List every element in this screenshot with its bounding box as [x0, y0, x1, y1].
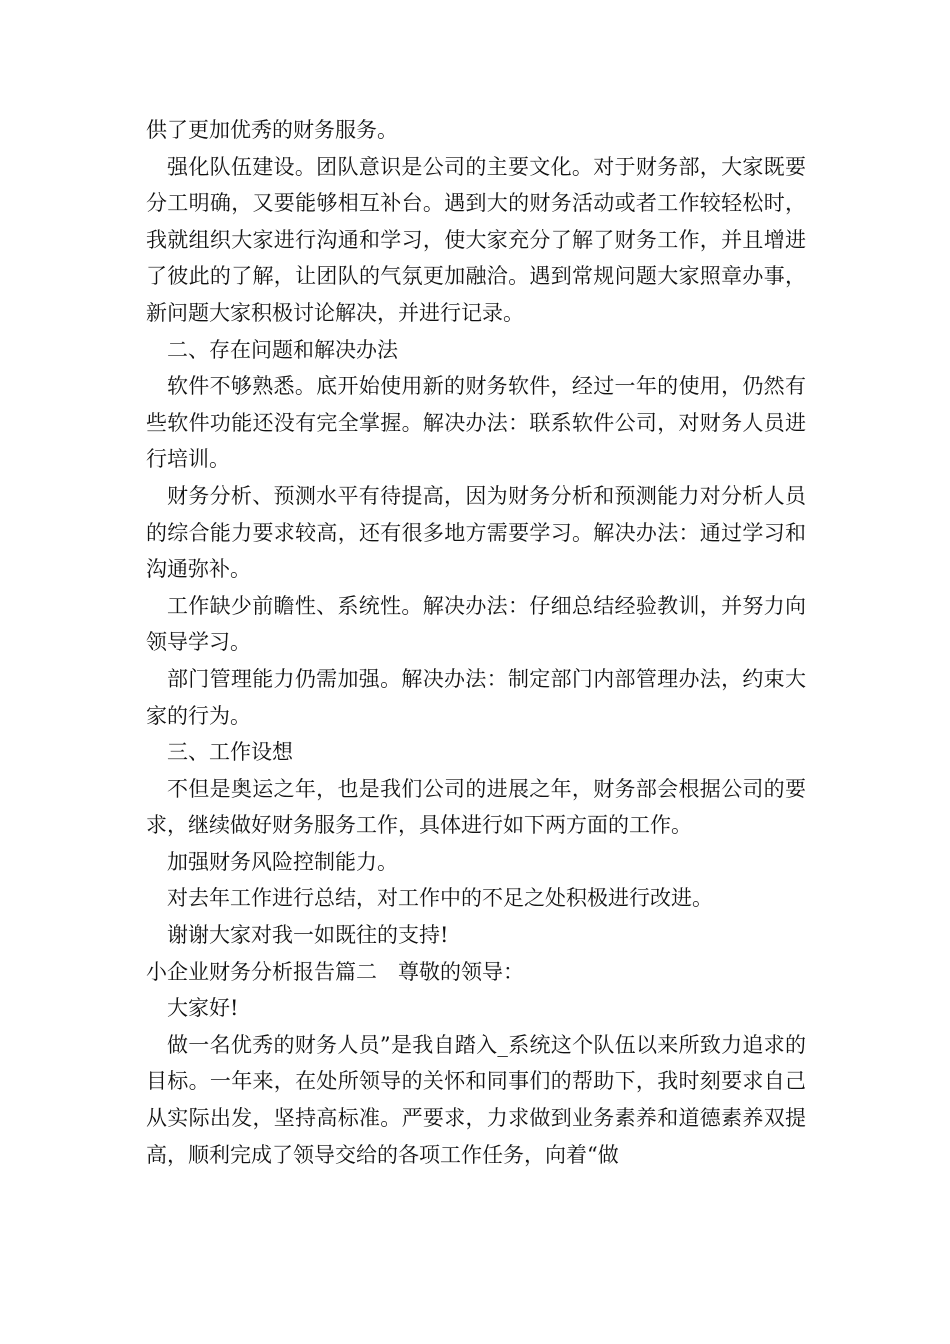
section-heading-problems: 二、存在问题和解决办法 [167, 337, 398, 362]
paragraph-summary: 对去年工作进行总结，对工作中的不足之处积极进行改进。 [167, 886, 713, 911]
paragraph-management: 部门管理能力仍需加强。解决办法：制定部门内部管理办法，约束大家的行为。 [146, 666, 806, 728]
paragraph-year-plan: 不但是奥运之年，也是我们公司的进展之年，财务部会根据公司的要求，继续做好财务服务工作，具体进行如下两方面的工作。 [146, 776, 806, 838]
paragraph-software: 软件不够熟悉。底开始使用新的财务软件，经过一年的使用，仍然有些软件功能还没有完全掌握。解决办法：联系软件公司，对财务人员进行培训。 [146, 374, 806, 472]
paragraph-foresight: 工作缺少前瞻性、系统性。解决办法：仔细总结经验教训，并努力向领导学习。 [146, 593, 806, 655]
section-heading-plans: 三、工作设想 [167, 740, 293, 765]
paragraph-greeting: 大家好! [167, 996, 239, 1021]
paragraph-analysis: 财务分析、预测水平有待提高，因为财务分析和预测能力对分析人员的综合能力要求较高，还有很多地方需要学习。解决办法：通过学习和沟通弥补。 [146, 483, 806, 582]
paragraph-thanks: 谢谢大家对我一如既往的支持! [167, 923, 449, 948]
paragraph-goal: 做一名优秀的财务人员”是我自踏入_系统这个队伍以来所致力追求的目标。一年来，在处所领导的关怀和同事们的帮助下，我时刻要求自己从实际出发，坚持高标准。严要求，力求做到业务素养和道德素养双提高，顺利完成了领导交给的各项工作任务，向着“做 [146, 1032, 806, 1167]
paragraph-team-building: 强化队伍建设。团队意识是公司的主要文化。对于财务部，大家既要分工明确，又要能够相互补台。遇到大的财务活动或者工作较轻松时，我就组织大家进行沟通和学习，使大家充分了解了财务工作，并且增进了彼此的了解，让团队的气氛更加融洽。遇到常规问题大家照章办事，新问题大家积极讨论解决，并进行记录。 [146, 154, 806, 325]
article-title-part-two: 小企业财务分析报告篇二 尊敬的领导： [146, 959, 524, 984]
paragraph-risk-control: 加强财务风险控制能力。 [167, 849, 398, 874]
paragraph-1: 供了更加优秀的财务服务。 [146, 118, 398, 142]
document-page [146, 112, 806, 1173]
